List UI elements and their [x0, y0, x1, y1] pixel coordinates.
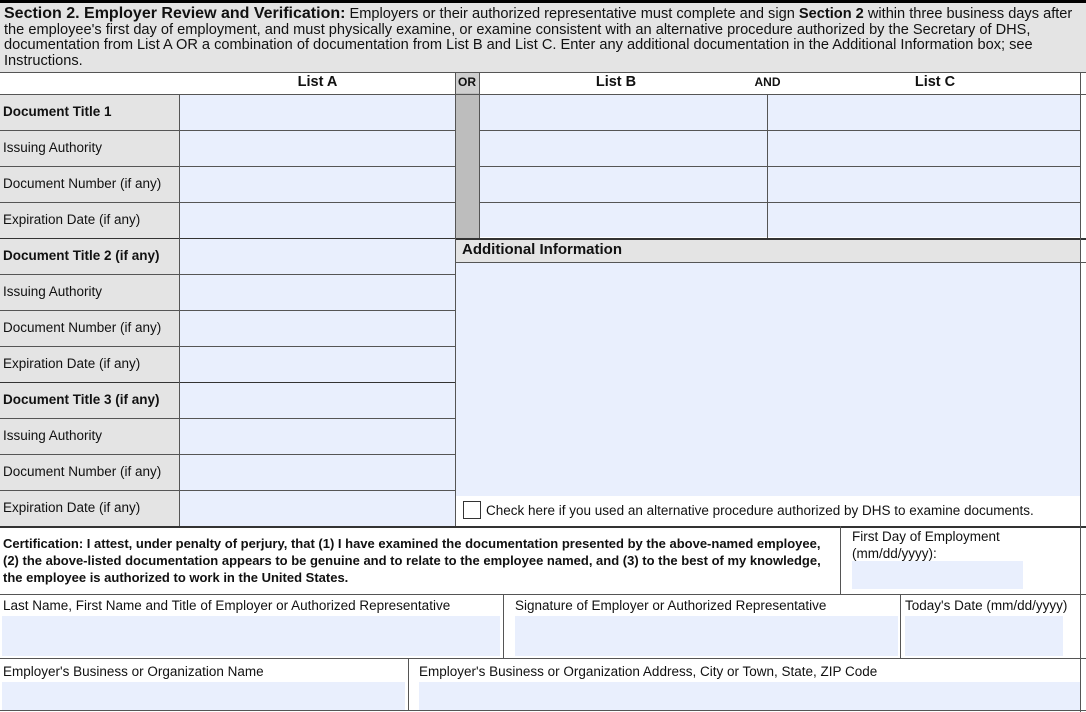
and-label: AND: [754, 75, 781, 89]
list-a-row-label: Expiration Date (if any): [0, 347, 179, 382]
business-address-field[interactable]: [419, 682, 1080, 710]
list-c-issuing-authority-field[interactable]: [768, 131, 1080, 166]
employer-name-field[interactable]: [2, 616, 500, 656]
rule: [456, 262, 1086, 263]
list-a-row-field[interactable]: [180, 419, 455, 454]
header-bold-section: Section 2: [798, 6, 864, 22]
rule: [179, 94, 180, 526]
first-day-field[interactable]: [852, 561, 1023, 589]
additional-info-header: [456, 239, 1080, 262]
list-a-row-label: Document Title 3 (if any): [0, 383, 179, 418]
list-a-heading: List A: [297, 74, 338, 90]
list-b-heading: List B: [595, 74, 637, 90]
additional-info-field[interactable]: [456, 263, 1080, 496]
section-title: Section 2. Employer Review and Verification:: [4, 5, 346, 22]
rule: [0, 72, 1086, 73]
list-a-row-label: Expiration Date (if any): [0, 491, 179, 526]
rule: [408, 658, 409, 711]
first-day-label: First Day of Employment (mm/dd/yyyy):: [852, 529, 1000, 561]
list-a-row-label: Document Title 1: [0, 95, 179, 130]
todays-date-field[interactable]: [905, 616, 1063, 656]
rule: [479, 72, 480, 238]
rule: [900, 594, 901, 658]
header-text-2: within three business days after the employee's first day of employment, and must physically examine, or examine consistent with an alternative procedure authorized by the Secretary of DHS, documentation from List A OR a combination of documentation from List B and List C. Enter any additional documentation in the Additional Information box; see Instructions.: [4, 6, 1073, 69]
rule: [480, 166, 1080, 167]
list-b-expiration-date-field[interactable]: [480, 203, 767, 237]
list-c-document-number-field[interactable]: [768, 167, 1080, 202]
list-a-row-field[interactable]: [180, 455, 455, 490]
business-address-label: Employer's Business or Organization Address, City or Town, State, ZIP Code: [419, 664, 878, 679]
rule: [840, 526, 841, 594]
list-a-row-field[interactable]: [180, 275, 455, 310]
signature-field[interactable]: [515, 616, 898, 656]
rule: [0, 594, 1086, 595]
or-separator: [455, 93, 479, 238]
rule: [480, 202, 1080, 203]
list-b-document-number-field[interactable]: [480, 167, 767, 202]
list-a-row-label: Issuing Authority: [0, 275, 179, 310]
rule: [0, 710, 1086, 711]
list-a-row-field[interactable]: [180, 95, 455, 130]
todays-date-label: Today's Date (mm/dd/yyyy): [905, 598, 1068, 613]
business-name-field[interactable]: [2, 682, 405, 710]
list-a-row-field[interactable]: [180, 167, 455, 202]
rule: [1080, 72, 1081, 712]
rule: [480, 130, 1080, 131]
rule: [0, 658, 1086, 659]
list-a-row-field[interactable]: [180, 131, 455, 166]
list-a-row-label: Expiration Date (if any): [0, 203, 179, 238]
list-a-row-field[interactable]: [180, 347, 455, 382]
list-a-row-label: Document Number (if any): [0, 455, 179, 490]
signature-label: Signature of Employer or Authorized Representative: [515, 598, 827, 613]
list-a-row-label: Issuing Authority: [0, 419, 179, 454]
list-a-row-field[interactable]: [180, 239, 455, 274]
rule: [503, 594, 504, 658]
rule: [0, 526, 1086, 528]
list-a-row-field[interactable]: [180, 203, 455, 238]
rule: [456, 238, 1086, 240]
employer-name-label: Last Name, First Name and Title of Employer or Authorized Representative: [3, 598, 451, 613]
list-a-row-field[interactable]: [180, 383, 455, 418]
alt-procedure-label: Check here if you used an alternative procedure authorized by DHS to examine documents.: [486, 503, 1034, 518]
list-b-document-title-field[interactable]: [480, 95, 767, 130]
section-2-header: [0, 0, 1086, 72]
list-a-row-label: Document Number (if any): [0, 167, 179, 202]
additional-info-title: Additional Information: [462, 241, 622, 258]
list-a-row-field[interactable]: [180, 311, 455, 346]
business-name-label: Employer's Business or Organization Name: [3, 664, 264, 679]
list-b-issuing-authority-field[interactable]: [480, 131, 767, 166]
list-c-heading: List C: [914, 74, 956, 90]
list-c-document-title-field[interactable]: [768, 95, 1080, 130]
list-a-row-label: Issuing Authority: [0, 131, 179, 166]
certification-text: Certification: I attest, under penalty of perjury, that (1) I have examined the documentation presented by the above-named employee, (2) the above-listed documentation appears to be genuine and to relate to the employee named, and (3) to the best of my knowledge, the employee is authorized to work in the United States.: [3, 536, 821, 585]
list-a-row-label: Document Number (if any): [0, 311, 179, 346]
list-c-expiration-date-field[interactable]: [768, 203, 1080, 237]
list-a-row-field[interactable]: [180, 491, 455, 526]
rule: [455, 72, 456, 526]
header-text-1: Employers or their authorized representative must complete and sign: [349, 6, 795, 22]
list-a-row-label: Document Title 2 (if any): [0, 239, 179, 274]
rule: [0, 94, 1086, 95]
alt-procedure-checkbox[interactable]: [463, 501, 481, 519]
or-label: OR: [455, 72, 479, 93]
